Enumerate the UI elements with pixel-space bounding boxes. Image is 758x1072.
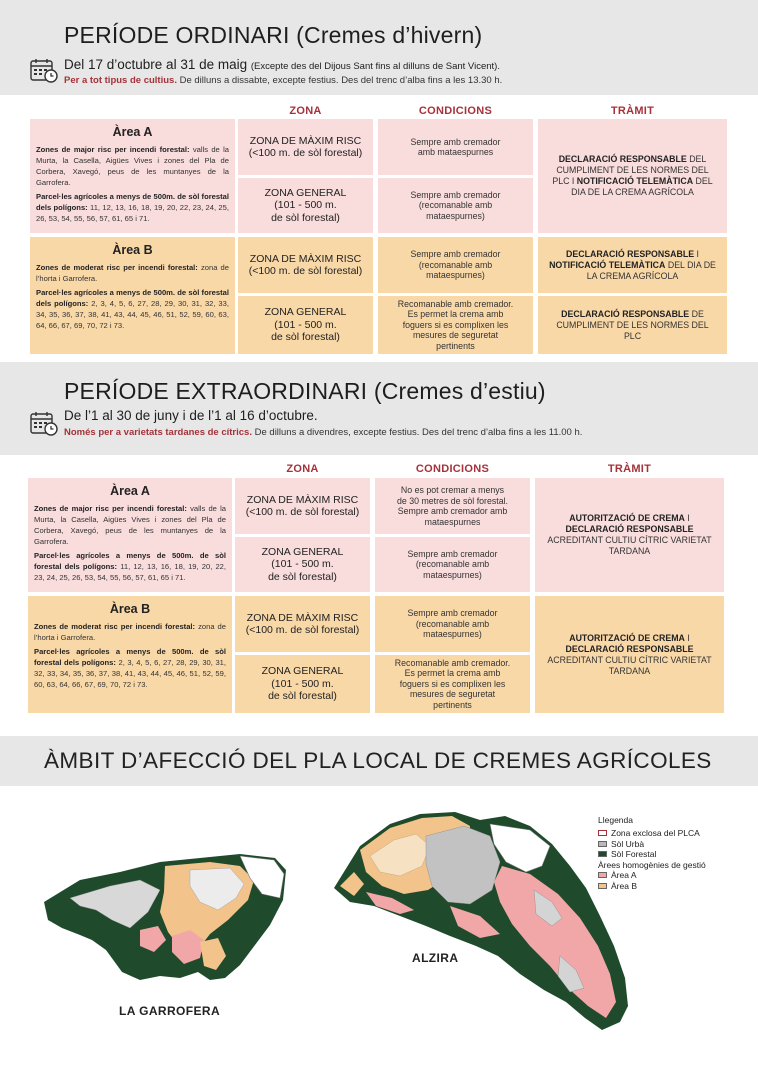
- extraordinary-area-a-risk: [34, 503, 226, 547]
- ordinary-area-a-risk-label: Zones de major risc per incendi forestal:: [36, 145, 190, 154]
- extraordinary-area-a-cond-2: [375, 537, 530, 592]
- legend-label: Zona exclosa del PLCA: [611, 828, 700, 839]
- extraordinary-schedule: [64, 427, 582, 438]
- condition-text: Sempre amb cremador (recomanable amb mataespurnes): [407, 608, 498, 640]
- extraordinary-header-tramit: TRÀMIT: [607, 463, 652, 475]
- ordinary-area-b-risk: [36, 262, 229, 284]
- ordinary-highlight: Per a tot tipus de cultius.: [64, 75, 177, 86]
- ordinary-area-a: [30, 119, 235, 233]
- extraordinary-area-a-risk-label: Zones de major risc per incendi forestal:: [34, 504, 187, 513]
- ordinary-area-a-parcels-label: Parcel·les agrícoles a menys de 500m. de sòl forestal dels polígons:: [36, 192, 229, 212]
- legend-label: Àrea B: [611, 880, 637, 891]
- extraordinary-area-b-cond-1: [375, 596, 530, 652]
- extraordinary-area-b-parcels-label: Parcel·les agrícoles a menys de 500m. de sòl forestal dels polígons:: [34, 647, 226, 667]
- ordinary-area-a-risk: [36, 144, 229, 188]
- tramit-plain: DEL DIA DE LA CREMA AGRÍCOLA: [571, 176, 713, 197]
- map-legend: [598, 815, 706, 891]
- ordinary-area-a-cond-2: [378, 178, 533, 233]
- ordinary-area-b-parcels-label: Parcel·les agrícoles a menys de 500m. de sòl forestal dels polígons:: [36, 288, 229, 308]
- ordinary-header-tramit: TRÀMIT: [610, 105, 655, 117]
- calendar-clock-icon: [30, 411, 58, 437]
- legend-label: Sòl Urbà: [611, 838, 645, 849]
- map-label-la-garrofera: LA GARROFERA: [119, 1004, 221, 1018]
- map-alzira: [330, 806, 630, 1036]
- extraordinary-area-b-cond-2: [375, 655, 530, 713]
- tramit-plain: I: [684, 632, 690, 643]
- condition-text: Recomanable amb cremador. Es permet la crema amb foguers si es complixen les mesures de seguretat pertinents: [397, 298, 514, 351]
- extraordinary-header-condicions: CONDICIONS: [415, 463, 490, 475]
- legend-title: Llegenda: [598, 815, 633, 825]
- zone-name: ZONA GENERAL: [261, 665, 344, 678]
- zone-name: ZONA DE MÀXIM RISC: [246, 611, 359, 624]
- zone-name: ZONA GENERAL: [264, 306, 347, 319]
- tramit-plain: DEL DIA DE LA CREMA AGRÍCOLA: [586, 259, 716, 281]
- tramit-text: [548, 249, 717, 282]
- ordinary-schedule: [64, 75, 502, 86]
- ordinary-area-b-cond-2: [378, 296, 533, 354]
- zone-range-unit: de sòl forestal): [271, 211, 340, 224]
- extraordinary-area-a-title: Àrea A: [110, 484, 150, 498]
- tramit-bold: NOTIFICACIÓ TELEMÀTICA: [549, 259, 666, 270]
- tramit-bold: NOTIFICACIÓ TELEMÀTICA: [576, 176, 694, 186]
- ordinary-dates-text: Del 17 d’octubre al 31 de maig: [64, 57, 248, 72]
- tramit-plain: DE CUMPLIMENT DE LES NORMES DEL PLC: [556, 308, 709, 341]
- legend-group-areas: [598, 860, 706, 871]
- tramit-text: [545, 633, 714, 677]
- ordinary-area-b-cond-1: [378, 237, 533, 293]
- zone-range-unit: de sòl forestal): [268, 690, 337, 703]
- extraordinary-area-b-tramit: [535, 596, 724, 713]
- legend-swatch: [598, 872, 607, 878]
- ordinary-area-a-zone-max: [238, 119, 373, 175]
- zone-name: ZONA DE MÀXIM RISC: [249, 252, 362, 265]
- tramit-bold: DECLARACIÓ RESPONSABLE: [558, 154, 687, 164]
- ordinary-area-b-zone-general: [238, 296, 373, 354]
- tramit-bold: AUTORITZACIÓ DE CREMA: [569, 632, 685, 643]
- zone-range: (<100 m. de sòl forestal): [248, 265, 363, 277]
- extraordinary-schedule-text: De dilluns a divendres, excepte festius. Des del trenc d’alba fins a les 11.00 h.: [251, 427, 583, 438]
- ordinary-area-a-risk-text: valls de la Murta, la Casella, Aigües Vives i zones del Pla de Corbera, Xavegó, peus de les muntanyes de la Garrofera.: [36, 145, 229, 187]
- extraordinary-dates: De l’1 al 30 de juny i de l’1 al 16 d’octubre.: [64, 408, 318, 423]
- tramit-plain: ACREDITANT CULTIU CÍTRIC VARIETAT TARDANA: [547, 535, 712, 556]
- condition-text: Sempre amb cremador (recomanable amb mataespurnes): [410, 249, 501, 281]
- tramit-plain: I: [684, 513, 690, 523]
- extraordinary-area-a-zone-general: [235, 537, 370, 592]
- tramit-bold: DECLARACIÓ RESPONSABLE: [566, 248, 695, 259]
- condition-text: Sempre amb cremador (recomanable amb mataespurnes): [407, 548, 498, 580]
- extraordinary-area-b-zone-max: [235, 596, 370, 652]
- ordinary-area-a-zone-general: [238, 178, 373, 233]
- extraordinary-title: PERÍODE EXTRAORDINARI (Cremes d’estiu): [64, 378, 546, 404]
- ordinary-area-b-tramit-1: [538, 237, 727, 293]
- tramit-text: [548, 309, 717, 342]
- legend-item-excluded: [598, 828, 706, 839]
- map-label-alzira: ALZIRA: [412, 951, 459, 965]
- calendar-clock-icon: [30, 58, 58, 84]
- ordinary-area-a-tramit: [538, 119, 727, 233]
- tramit-bold: DECLARACIÓ RESPONSABLE: [561, 308, 690, 319]
- tramit-plain: I: [694, 248, 699, 259]
- extraordinary-area-b-zone-general: [235, 655, 370, 713]
- condition-text: Sempre amb cremador amb mataespurnes: [410, 136, 501, 157]
- condition-text: Sempre amb cremador (recomanable amb mataespurnes): [410, 189, 501, 221]
- map-la-garrofera: [40, 840, 290, 990]
- ordinary-area-a-parcels-text: 11, 12, 13, 16, 18, 19, 20, 22, 23, 24, 25, 26, 53, 54, 55, 56, 57, 61, 65 i 71.: [36, 203, 229, 223]
- condition-text: No es pot cremar a menys de 30 metres de sòl forestal. Sempre amb cremador amb mataespurnes: [397, 485, 508, 527]
- legend-item-area-b: [598, 881, 706, 892]
- ordinary-header-condicions: CONDICIONS: [418, 105, 493, 117]
- legend-group-label: Àrees homogènies de gestió: [598, 859, 706, 870]
- legend-label: Sòl Forestal: [611, 849, 657, 860]
- extraordinary-area-b-parcels: [34, 646, 226, 690]
- condition-text: Recomanable amb cremador. Es permet la crema amb foguers si es complixen les mesures de seguretat pertinents: [394, 657, 511, 710]
- extraordinary-area-b: [28, 596, 232, 713]
- tramit-bold: DECLARACIÓ RESPONSABLE: [565, 524, 694, 534]
- tramit-bold: DECLARACIÓ RESPONSABLE: [565, 643, 694, 654]
- zone-name: ZONA GENERAL: [264, 186, 347, 199]
- legend-label: Àrea A: [611, 870, 637, 881]
- zone-range: (<100 m. de sòl forestal): [245, 624, 360, 636]
- zone-range: (<100 m. de sòl forestal): [245, 506, 360, 518]
- zone-range: (101 - 500 m.: [271, 558, 334, 571]
- ordinary-area-b-risk-text: zona de l’horta i Garrofera.: [36, 263, 229, 283]
- zone-range: (101 - 500 m.: [274, 318, 337, 331]
- legend-swatch: [598, 841, 607, 847]
- extraordinary-area-a-tramit: [535, 478, 724, 592]
- zone-name: ZONA DE MÀXIM RISC: [249, 134, 362, 147]
- legend-swatch: [598, 883, 607, 889]
- tramit-text: [545, 513, 714, 557]
- zone-name: ZONA DE MÀXIM RISC: [246, 493, 359, 506]
- extraordinary-area-a-risk-text: valls de la Murta, la Casella, Aigües Vives i zones del Pla de Corbera, Xavegó, peus de les muntanyes de la Garrofera.: [34, 504, 226, 546]
- ordinary-area-b-parcels: [36, 287, 229, 331]
- zone-range-unit: de sòl forestal): [268, 570, 337, 583]
- extraordinary-area-b-risk: [34, 621, 226, 643]
- ordinary-dates-note: (Excepte des del Dijous Sant fins al dilluns de Sant Vicent).: [250, 61, 500, 72]
- extraordinary-area-b-risk-label: Zones de moderat risc per incendi forestal:: [34, 622, 196, 631]
- extraordinary-area-a-zone-max: [235, 478, 370, 534]
- zone-range-unit: de sòl forestal): [271, 331, 340, 344]
- ordinary-header-zona: ZONA: [289, 105, 322, 117]
- extraordinary-area-b-risk-text: zona de l’horta i Garrofera.: [34, 622, 226, 642]
- tramit-plain: ACREDITANT CULTIU CÍTRIC VARIETAT TARDANA: [547, 654, 712, 676]
- legend-item-urban: [598, 839, 706, 850]
- extraordinary-area-a-parcels-label: Parcel·les agrícoles a menys de 500m. de sòl forestal dels polígons:: [34, 551, 226, 571]
- legend-item-area-a: [598, 870, 706, 881]
- zone-range: (101 - 500 m.: [274, 199, 337, 212]
- ordinary-schedule-text: De dilluns a dissabte, excepte festius. Des del trenc d’alba fins a les 13.30 h.: [176, 75, 503, 86]
- ordinary-area-b: [30, 237, 235, 354]
- zone-range: (<100 m. de sòl forestal): [248, 147, 363, 159]
- ordinary-area-b-parcels-text: 2, 3, 4, 5, 6, 27, 28, 29, 30, 31, 32, 33, 34, 35, 36, 37, 38, 41, 43, 44, 45, 46, 51, 52, 59, 60, 63, 64, 66, 67, 69, 70, 72 i 73.: [36, 299, 229, 330]
- ordinary-area-b-title: Àrea B: [112, 243, 153, 257]
- ordinary-title: PERÍODE ORDINARI (Cremes d’hivern): [64, 22, 483, 48]
- ordinary-dates: [64, 57, 500, 72]
- extraordinary-highlight: Només per a varietats tardanes de cítrics.: [64, 427, 252, 438]
- tramit-text: [548, 154, 717, 198]
- extraordinary-area-b-parcels-text: 2, 3, 4, 5, 6, 27, 28, 29, 30, 31, 32, 33, 34, 35, 36, 37, 38, 41, 43, 44, 45, 46, 51, 52, 59, 60, 63, 64, 66, 67, 69, 70, 72 i 73.: [34, 658, 226, 689]
- legend-swatch: [598, 851, 607, 857]
- ordinary-area-b-tramit-2: [538, 296, 727, 354]
- zone-name: ZONA GENERAL: [261, 545, 344, 558]
- legend-item-forest: [598, 849, 706, 860]
- ordinary-area-a-cond-1: [378, 119, 533, 175]
- ordinary-area-a-title: Àrea A: [112, 125, 153, 139]
- extraordinary-header-zona: ZONA: [286, 463, 319, 475]
- extraordinary-area-a-cond-1: [375, 478, 530, 534]
- ordinary-area-b-zone-max: [238, 237, 373, 293]
- map-title: ÀMBIT D’AFECCIÓ DEL PLA LOCAL DE CREMES AGRÍCOLES: [44, 748, 712, 773]
- tramit-bold: AUTORITZACIÓ DE CREMA: [569, 513, 685, 523]
- ordinary-area-b-risk-label: Zones de moderat risc per incendi forestal:: [36, 263, 198, 272]
- extraordinary-area-a-parcels: [34, 550, 226, 583]
- extraordinary-area-a-parcels-text: 11, 12, 13, 16, 18, 19, 20, 22, 23, 24, 25, 26, 53, 54, 55, 56, 57, 61, 65 i 71.: [34, 562, 227, 582]
- extraordinary-area-a: [28, 478, 232, 592]
- tramit-plain: DEL CUMPLIMENT DE LES NORMES DEL PLC I: [552, 154, 709, 186]
- legend-swatch: [598, 830, 607, 836]
- extraordinary-area-b-title: Àrea B: [109, 602, 151, 616]
- zone-range: (101 - 500 m.: [271, 677, 334, 690]
- ordinary-area-a-parcels: [36, 191, 229, 224]
